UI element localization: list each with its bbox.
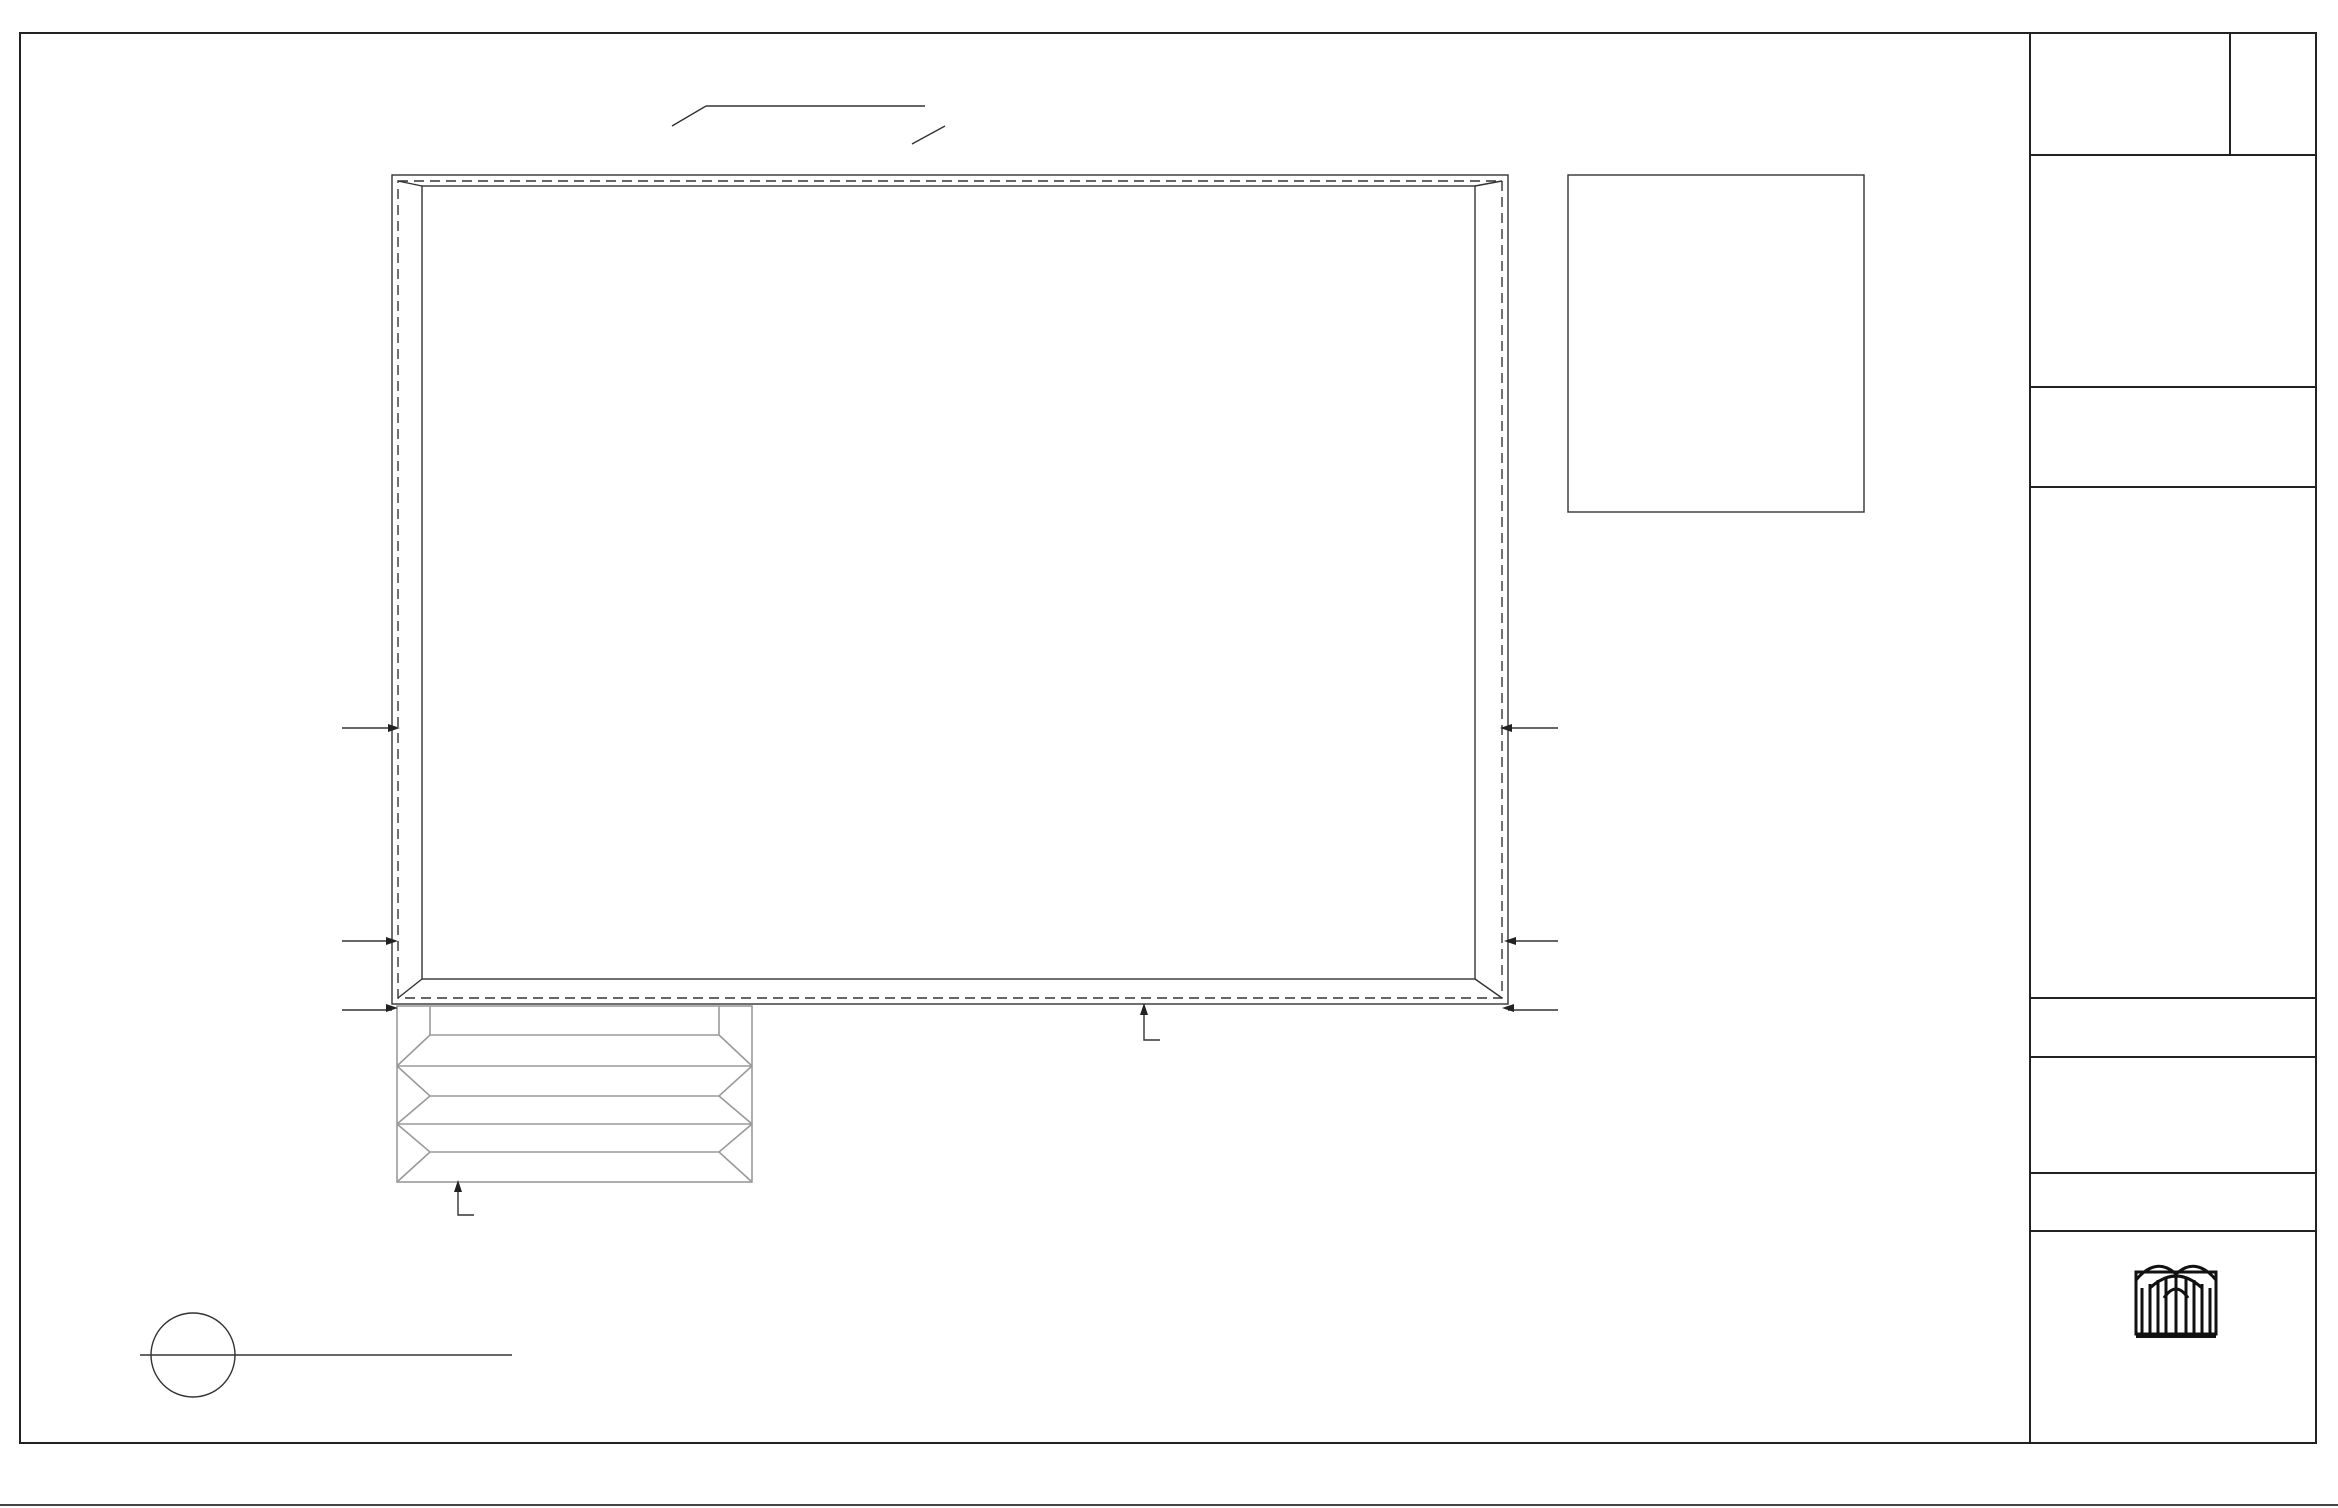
stair-tread-3 xyxy=(397,1124,752,1182)
deck-outline xyxy=(392,175,1508,1004)
notes-box xyxy=(1568,175,1864,512)
drawing-callout xyxy=(140,1313,512,1397)
stair-tread-1 xyxy=(430,1006,719,1035)
deck-plan xyxy=(392,175,1508,1004)
sheet-border xyxy=(20,33,2316,1443)
stair-tread-1-mitre xyxy=(397,1035,752,1066)
mitre-bottom-left xyxy=(398,979,422,998)
mitre-top-right xyxy=(1475,181,1502,186)
stair-outline xyxy=(397,1006,752,1182)
picture-frame-dashed xyxy=(398,181,1502,998)
title-block xyxy=(2030,33,2316,1336)
stair xyxy=(397,1006,752,1182)
magnolia-gate-icon xyxy=(2136,1266,2216,1336)
stair-tread-2 xyxy=(397,1066,752,1096)
stair-tread-2-mitre xyxy=(397,1096,752,1124)
decking-field xyxy=(422,186,1475,979)
decking-direction-arrow xyxy=(672,106,945,144)
mitre-bottom-right xyxy=(1475,979,1502,998)
mitre-top-left xyxy=(398,181,422,186)
